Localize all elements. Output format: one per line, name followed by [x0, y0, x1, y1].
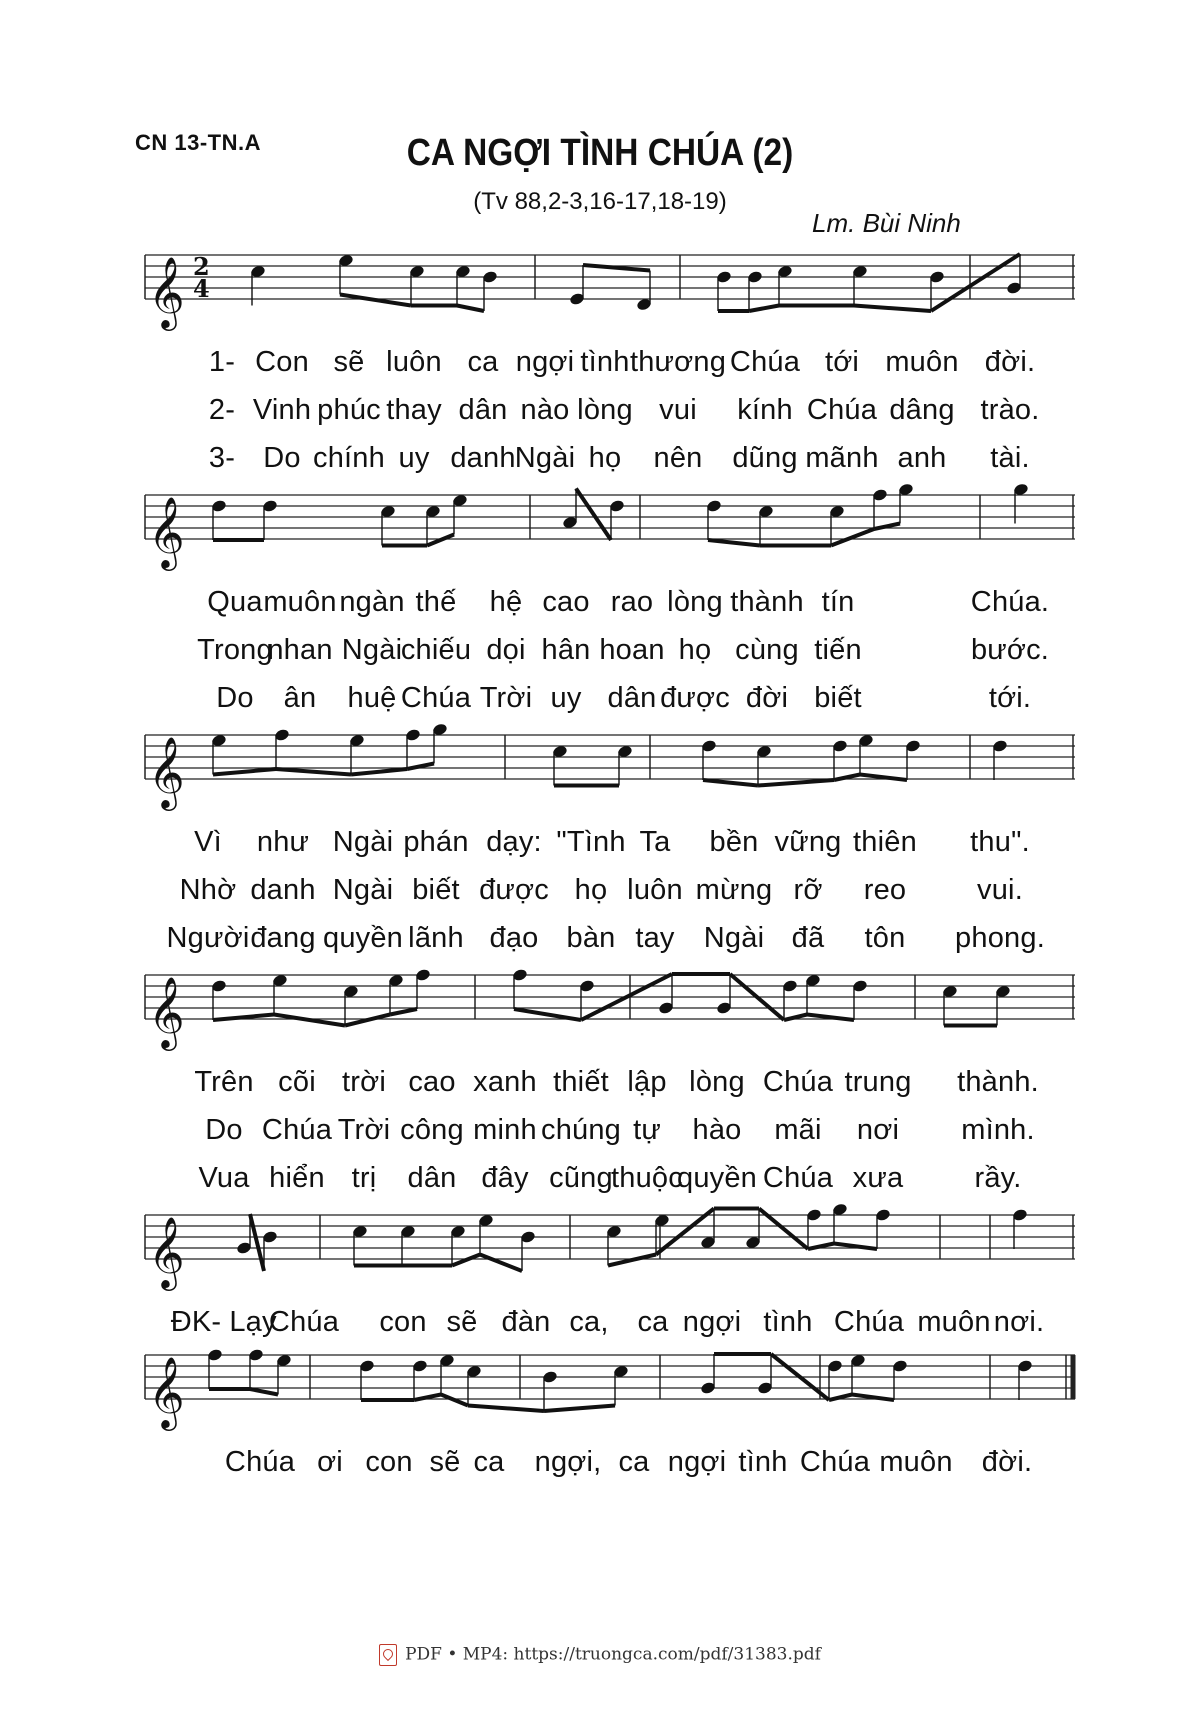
- note-beam: [340, 295, 411, 306]
- lyric-word: mãnh: [805, 442, 879, 474]
- lyric-word: tiến: [814, 634, 862, 666]
- lyric-word: thành: [730, 586, 804, 618]
- time-signature-bottom: 4: [193, 274, 210, 303]
- note-beam: [831, 529, 874, 546]
- lyric-word: đây: [481, 1162, 529, 1194]
- lyric-word: 2-: [208, 394, 236, 426]
- lyric-word: đàn: [501, 1306, 551, 1338]
- lyric-word: reo: [863, 874, 907, 906]
- lyric-word: Nhờ: [179, 874, 237, 906]
- lyric-word: trào.: [980, 394, 1040, 426]
- lyric-word: lòng: [577, 394, 633, 426]
- lyric-word: bước.: [970, 634, 1050, 666]
- note-beam: [452, 1255, 480, 1266]
- note-beam: [351, 769, 407, 775]
- lyric-word: Chúa: [762, 1066, 834, 1098]
- lyric-word: thành.: [957, 1066, 1039, 1098]
- lyric-word: công: [400, 1114, 464, 1146]
- note-beam: [576, 489, 611, 541]
- lyric-word: hiển: [269, 1162, 325, 1194]
- note-beam: [931, 254, 1020, 311]
- lyric-word: sẽ: [446, 1306, 478, 1338]
- composer-name: Lm. Bùi Ninh: [812, 208, 961, 238]
- time-signature-top: 2: [193, 252, 210, 281]
- lyric-line: [0, 1114, 1200, 1148]
- note-beam: [480, 1255, 522, 1272]
- note-beam: [468, 1406, 544, 1412]
- lyric-word: tự: [633, 1114, 661, 1146]
- lyric-word: Trên: [194, 1066, 254, 1098]
- lyric-word: lãnh: [408, 922, 464, 954]
- lyric-word: Chúa: [261, 1114, 333, 1146]
- note-beam: [854, 306, 931, 312]
- lyric-word: phong.: [955, 922, 1045, 954]
- lyric-word: nên: [653, 442, 703, 474]
- lyric-word: luôn: [627, 874, 683, 906]
- lyric-word: ơi: [317, 1446, 343, 1478]
- lyric-word: đời.: [984, 346, 1036, 378]
- lyric-word: thay: [386, 394, 442, 426]
- lyric-word: chúng: [540, 1114, 622, 1146]
- lyric-word: trị: [351, 1162, 377, 1194]
- note-beam: [544, 1406, 615, 1412]
- lyric-word: đạo: [489, 922, 539, 954]
- lyric-word: quyền: [322, 922, 404, 954]
- note-beam: [514, 1009, 581, 1020]
- lyric-word: thiên: [853, 826, 917, 858]
- lyric-word: Trời: [337, 1114, 391, 1146]
- lyric-word: lập: [627, 1066, 667, 1098]
- lyric-word: vững: [774, 826, 842, 858]
- lyric-word: trung: [844, 1066, 912, 1098]
- lyric-word: hào: [692, 1114, 742, 1146]
- note-beam: [608, 1255, 656, 1266]
- lyric-word: ngợi: [515, 346, 575, 378]
- lyric-word: ngàn: [339, 586, 405, 618]
- pdf-file-icon: [379, 1644, 397, 1666]
- treble-clef-icon: 𝄞: [148, 1355, 185, 1428]
- note-beam: [250, 1214, 264, 1271]
- lyric-word: xưa: [852, 1162, 904, 1194]
- lyric-line: [0, 1446, 1200, 1480]
- lyric-word: cao: [408, 1066, 456, 1098]
- lyric-word: ca: [473, 1446, 505, 1478]
- lyric-word: Ngài: [703, 922, 765, 954]
- lyric-word: quyền: [676, 1162, 758, 1194]
- lyric-line: [0, 1162, 1200, 1196]
- lyric-line: [0, 346, 1200, 380]
- note-beam: [708, 540, 760, 546]
- lyric-word: tình: [738, 1446, 788, 1478]
- lyric-line: [0, 1306, 1200, 1340]
- lyric-word: đang: [250, 922, 316, 954]
- lyric-word: ca: [467, 346, 499, 378]
- lyric-word: ngợi: [667, 1446, 727, 1478]
- lyric-word: thiết: [553, 1066, 609, 1098]
- lyric-word: đã: [791, 922, 825, 954]
- note-beam: [758, 780, 834, 786]
- lyric-word: biết: [814, 682, 862, 714]
- lyric-word: muôn: [917, 1306, 991, 1338]
- lyric-word: kính: [737, 394, 793, 426]
- lyric-word: Do: [263, 442, 301, 474]
- lyric-word: vui: [659, 394, 697, 426]
- treble-clef-icon: 𝄞: [148, 495, 185, 568]
- lyric-word: huệ: [347, 682, 397, 714]
- lyric-line: [0, 922, 1200, 956]
- lyric-word: thương: [629, 346, 727, 378]
- footer-text: PDF • MP4: https://truongca.com/pdf/31383.pdf: [405, 1644, 821, 1665]
- lyric-word: bền: [709, 826, 759, 858]
- note-beam: [457, 306, 484, 312]
- lyric-word: Chúa: [806, 394, 878, 426]
- lyric-word: thuộc: [611, 1162, 683, 1194]
- lyric-word: Ngài: [341, 634, 403, 666]
- lyric-word: rầy.: [974, 1162, 1022, 1194]
- lyric-line: [0, 442, 1200, 476]
- lyric-word: con: [365, 1446, 413, 1478]
- lyric-word: Chúa: [799, 1446, 871, 1478]
- treble-clef-icon: 𝄞: [148, 975, 185, 1048]
- lyric-word: con: [379, 1306, 427, 1338]
- note-beam: [276, 769, 351, 775]
- lyric-word: lòng: [667, 586, 723, 618]
- lyric-word: Chúa: [224, 1446, 296, 1478]
- lyric-line: [0, 634, 1200, 668]
- lyric-word: Chúa: [833, 1306, 905, 1338]
- lyric-word: Do: [216, 682, 254, 714]
- lyric-word: đời: [745, 682, 789, 714]
- lyric-word: hân: [541, 634, 591, 666]
- lyric-word: vui.: [977, 874, 1023, 906]
- lyric-word: phúc: [317, 394, 381, 426]
- lyric-word: uy: [550, 682, 582, 714]
- lyric-word: được: [660, 682, 730, 714]
- lyric-word: hoan: [599, 634, 665, 666]
- lyric-word: danh: [250, 874, 316, 906]
- lyric-word: ca,: [569, 1306, 609, 1338]
- lyric-word: dân: [407, 1162, 457, 1194]
- note-beam: [441, 1395, 468, 1406]
- lyric-word: "Tình: [556, 826, 626, 858]
- lyric-word: Ngài: [332, 826, 394, 858]
- lyric-word: Con: [255, 346, 309, 378]
- lyric-word: ngợi: [682, 1306, 742, 1338]
- lyric-word: Chúa.: [970, 586, 1050, 618]
- lyric-line: [0, 826, 1200, 860]
- lyric-word: dọi: [486, 634, 526, 666]
- lyric-word: Chúa: [400, 682, 472, 714]
- lyric-word: sẽ: [429, 1446, 461, 1478]
- lyric-word: dạy:: [486, 826, 542, 858]
- lyric-word: tay: [635, 922, 675, 954]
- lyric-word: họ: [678, 634, 712, 666]
- lyric-word: Do: [205, 1114, 243, 1146]
- lyric-word: cõi: [278, 1066, 316, 1098]
- lyric-word: trời: [342, 1066, 386, 1098]
- lyric-word: bàn: [566, 922, 616, 954]
- staff-system-1: [0, 215, 1200, 335]
- lyric-word: Qua: [207, 586, 263, 618]
- lyric-word: mình.: [961, 1114, 1035, 1146]
- lyric-line: [0, 586, 1200, 620]
- lyric-word: họ: [588, 442, 622, 474]
- lyric-word: dũng: [732, 442, 798, 474]
- lyric-word: thế: [415, 586, 457, 618]
- footer-link[interactable]: [0, 1644, 1200, 1666]
- note-beam: [749, 306, 779, 312]
- note-beam: [390, 1009, 417, 1015]
- lyric-word: tín: [821, 586, 855, 618]
- lyric-word: mừng: [695, 874, 773, 906]
- lyric-word: uy: [398, 442, 430, 474]
- lyric-word: luôn: [386, 346, 442, 378]
- lyric-word: 1-: [208, 346, 236, 378]
- lyric-word: anh: [897, 442, 947, 474]
- lyric-word: Trong: [197, 634, 273, 666]
- treble-clef-icon: 𝄞: [148, 1215, 185, 1288]
- lyric-word: rỡ: [793, 874, 823, 906]
- lyric-word: tới.: [988, 682, 1032, 714]
- note-beam: [274, 1015, 345, 1026]
- lyric-line: [0, 682, 1200, 716]
- lyric-word: Ngài: [514, 442, 576, 474]
- lyric-word: muôn: [885, 346, 959, 378]
- lyric-word: rao: [610, 586, 654, 618]
- lyric-word: được: [479, 874, 549, 906]
- lyric-word: Vinh: [252, 394, 312, 426]
- lyric-word: cao: [542, 586, 590, 618]
- note-beam: [703, 780, 758, 786]
- lyric-word: biết: [412, 874, 460, 906]
- lyric-word: lòng: [689, 1066, 745, 1098]
- lyric-word: mãi: [774, 1114, 822, 1146]
- lyric-word: nhan: [267, 634, 333, 666]
- lyric-word: xanh: [473, 1066, 537, 1098]
- lyric-word: ca: [618, 1446, 650, 1478]
- lyric-word: Trời: [479, 682, 533, 714]
- lyric-word: họ: [574, 874, 608, 906]
- lyric-word: cũng: [549, 1162, 613, 1194]
- psalm-reference: (Tv 88,2-3,16-17,18-19): [473, 188, 727, 215]
- lyric-word: đời.: [981, 1446, 1033, 1478]
- lyric-word: tình: [580, 346, 630, 378]
- lyric-word: Ta: [639, 826, 671, 858]
- lyric-word: Người: [166, 922, 250, 954]
- lyric-word: ca: [637, 1306, 669, 1338]
- lyric-word: thu".: [970, 826, 1030, 858]
- lyric-word: Chúa: [729, 346, 801, 378]
- treble-clef-icon: 𝄞: [148, 735, 185, 808]
- lyric-word: nào: [520, 394, 570, 426]
- lyric-word: tới: [824, 346, 860, 378]
- lyric-word: chiếu: [400, 634, 472, 666]
- note-beam: [250, 1389, 278, 1395]
- lyric-word: dân: [607, 682, 657, 714]
- lyric-word: dân: [458, 394, 508, 426]
- lyric-line: [0, 394, 1200, 428]
- lyric-word: tài.: [990, 442, 1030, 474]
- lyric-word: tôn: [864, 922, 906, 954]
- lyric-word: danh: [450, 442, 516, 474]
- treble-clef-icon: 𝄞: [148, 255, 185, 328]
- lyric-word: ân: [283, 682, 317, 714]
- lyric-word: như: [256, 826, 310, 858]
- lyric-word: Vua: [198, 1162, 250, 1194]
- lyric-word: minh: [473, 1114, 537, 1146]
- lyric-line: [0, 1066, 1200, 1100]
- lyric-word: ĐK-: [170, 1306, 222, 1338]
- lyric-word: Lạy: [229, 1306, 277, 1338]
- note-beam: [213, 769, 276, 775]
- lyric-word: ngợi,: [534, 1446, 602, 1478]
- lyric-word: 3-: [208, 442, 236, 474]
- lyric-word: hệ: [489, 586, 523, 618]
- song-title: CA NGỢI TÌNH CHÚA (2): [406, 132, 794, 174]
- lyric-word: tình: [763, 1306, 813, 1338]
- note-beam: [345, 1015, 390, 1026]
- lyric-word: chính: [313, 442, 385, 474]
- lyric-word: nơi: [856, 1114, 900, 1146]
- lyric-word: dâng: [889, 394, 955, 426]
- lyric-word: Vì: [194, 826, 222, 858]
- lyric-word: cùng: [735, 634, 799, 666]
- lyric-word: muôn: [263, 586, 337, 618]
- lyric-word: Chúa: [762, 1162, 834, 1194]
- lyric-line: [0, 874, 1200, 908]
- lyric-word: nơi.: [993, 1306, 1045, 1338]
- lyric-word: muôn: [879, 1446, 953, 1478]
- lyric-word: phán: [403, 826, 469, 858]
- lyric-word: sẽ: [333, 346, 365, 378]
- note-beam: [427, 535, 454, 546]
- lyric-word: Ngài: [332, 874, 394, 906]
- lyric-word: Chúa: [268, 1306, 340, 1338]
- song-code: CN 13-TN.A: [135, 130, 262, 155]
